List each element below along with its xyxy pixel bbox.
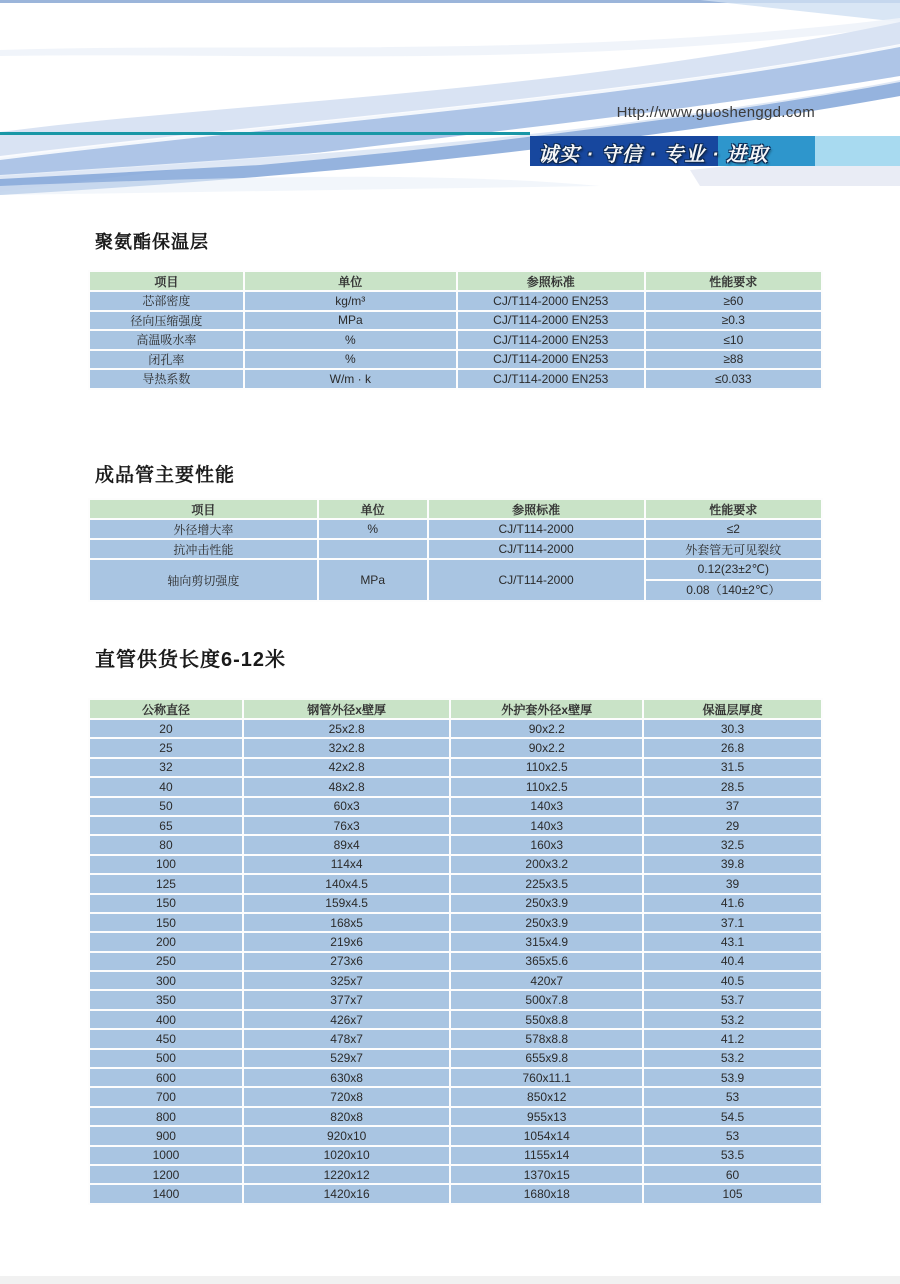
table-cell: CJ/T114-2000 EN253 xyxy=(457,350,645,370)
table-cell: ≤10 xyxy=(645,330,822,350)
table-cell: 140x4.5 xyxy=(243,874,450,893)
table-row xyxy=(89,369,822,389)
table-cell: CJ/T114-2000 EN253 xyxy=(457,330,645,350)
table-cell: 1054x14 xyxy=(450,1126,643,1145)
table-header-cell: 钢管外径x壁厚 xyxy=(243,699,450,719)
table-row xyxy=(89,835,822,854)
table-row xyxy=(89,913,822,932)
table-cell: 300 xyxy=(89,971,243,990)
table-cell: 89x4 xyxy=(243,835,450,854)
table-cell: 200 xyxy=(89,932,243,951)
table-cell: 325x7 xyxy=(243,971,450,990)
table-cell: 920x10 xyxy=(243,1126,450,1145)
table-cell: 820x8 xyxy=(243,1107,450,1126)
table-cell: 41.2 xyxy=(643,1029,822,1048)
slogan-text: 诚实 · 守信 · 专业 · 进取 xyxy=(538,144,769,166)
table-header-cell: 性能要求 xyxy=(645,271,822,291)
table-cell: 478x7 xyxy=(243,1029,450,1048)
table-cell: 850x12 xyxy=(450,1087,643,1106)
table-row xyxy=(89,777,822,796)
table-cell xyxy=(645,559,822,601)
table-cell: % xyxy=(318,519,428,539)
table-row xyxy=(89,738,822,757)
teal-divider-line xyxy=(0,132,530,135)
table-cell: 53.2 xyxy=(643,1049,822,1068)
table-cell: 630x8 xyxy=(243,1068,450,1087)
table-cell: MPa xyxy=(318,559,428,601)
table-cell: 1400 xyxy=(89,1184,243,1203)
table-cell: ≥0.3 xyxy=(645,311,822,331)
table-header-cell: 保温层厚度 xyxy=(643,699,822,719)
table-cell: ≤2 xyxy=(645,519,822,539)
table-row xyxy=(89,816,822,835)
table-row xyxy=(89,1087,822,1106)
table-row xyxy=(89,758,822,777)
table-cell: 42x2.8 xyxy=(243,758,450,777)
table-cell: 400 xyxy=(89,1010,243,1029)
table-row xyxy=(89,990,822,1009)
table-cell: 159x4.5 xyxy=(243,894,450,913)
section-title-pu-insulation: 聚氨酯保温层 xyxy=(95,232,209,252)
table-cell: 90x2.2 xyxy=(450,719,643,738)
table-row xyxy=(89,855,822,874)
table-cell: 53.2 xyxy=(643,1010,822,1029)
table-cell: 50 xyxy=(89,797,243,816)
table-row xyxy=(89,311,822,331)
table-row xyxy=(89,932,822,951)
straight-pipe-table xyxy=(88,698,823,1205)
table-cell: 800 xyxy=(89,1107,243,1126)
table-cell: 529x7 xyxy=(243,1049,450,1068)
table-cell: 65 xyxy=(89,816,243,835)
table-cell: 53 xyxy=(643,1087,822,1106)
table-cell: 110x2.5 xyxy=(450,777,643,796)
table-cell: 955x13 xyxy=(450,1107,643,1126)
table-cell: 高温吸水率 xyxy=(89,330,244,350)
table-cell: 1370x15 xyxy=(450,1165,643,1184)
table-cell: 600 xyxy=(89,1068,243,1087)
table-header-cell: 单位 xyxy=(244,271,457,291)
table-cell: ≤0.033 xyxy=(645,369,822,389)
table-cell: 导热系数 xyxy=(89,369,244,389)
table-cell: 100 xyxy=(89,855,243,874)
table-cell: 250x3.9 xyxy=(450,894,643,913)
table-row xyxy=(89,1010,822,1029)
table-cell: 外套管无可见裂纹 xyxy=(645,539,822,559)
table-cell: CJ/T114-2000 xyxy=(428,559,645,601)
table-row xyxy=(89,952,822,971)
table-cell: 900 xyxy=(89,1126,243,1145)
table-cell: 420x7 xyxy=(450,971,643,990)
table-cell: 1420x16 xyxy=(243,1184,450,1203)
table-cell: CJ/T114-2000 xyxy=(428,539,645,559)
table-row xyxy=(89,1146,822,1165)
table-cell: % xyxy=(244,350,457,370)
table-cell: 37.1 xyxy=(643,913,822,932)
table-cell: 1200 xyxy=(89,1165,243,1184)
table-cell: 655x9.8 xyxy=(450,1049,643,1068)
table-cell: kg/m³ xyxy=(244,291,457,311)
table-header-cell: 项目 xyxy=(89,499,318,519)
table-cell: CJ/T114-2000 EN253 xyxy=(457,369,645,389)
table-cell: 365x5.6 xyxy=(450,952,643,971)
table-cell: 20 xyxy=(89,719,243,738)
table-header-row xyxy=(89,499,822,519)
table-row xyxy=(89,519,822,539)
table-cell: 500x7.8 xyxy=(450,990,643,1009)
table-row xyxy=(89,1126,822,1145)
table-row xyxy=(89,797,822,816)
table-cell: 114x4 xyxy=(243,855,450,874)
table-row xyxy=(89,330,822,350)
table-row xyxy=(89,1068,822,1087)
table-cell: 31.5 xyxy=(643,758,822,777)
table-cell: 40.4 xyxy=(643,952,822,971)
table-cell: 80 xyxy=(89,835,243,854)
table-cell: 53 xyxy=(643,1126,822,1145)
table-cell: 1000 xyxy=(89,1146,243,1165)
table-header-cell: 外护套外径x壁厚 xyxy=(450,699,643,719)
table-row xyxy=(89,894,822,913)
table-cell: 450 xyxy=(89,1029,243,1048)
table-cell: 37 xyxy=(643,797,822,816)
table-subcell: 0.08（140±2℃） xyxy=(686,583,781,597)
table-cell: 25 xyxy=(89,738,243,757)
table-cell: 芯部密度 xyxy=(89,291,244,311)
table-cell: 53.7 xyxy=(643,990,822,1009)
table-cell: CJ/T114-2000 EN253 xyxy=(457,291,645,311)
table-cell: 168x5 xyxy=(243,913,450,932)
table-row xyxy=(89,1029,822,1048)
table-cell: 720x8 xyxy=(243,1087,450,1106)
site-url: Http://www.guoshenggd.com xyxy=(616,104,815,121)
table-header-cell: 参照标准 xyxy=(457,271,645,291)
table-cell: 90x2.2 xyxy=(450,738,643,757)
table-cell: 550x8.8 xyxy=(450,1010,643,1029)
table-cell: 32.5 xyxy=(643,835,822,854)
table-cell: ≥60 xyxy=(645,291,822,311)
table-header-cell: 参照标准 xyxy=(428,499,645,519)
table-cell: 25x2.8 xyxy=(243,719,450,738)
table-cell: 54.5 xyxy=(643,1107,822,1126)
table-cell: 110x2.5 xyxy=(450,758,643,777)
section-title-straight-pipe: 直管供货长度6-12米 xyxy=(95,649,287,671)
table-cell: 125 xyxy=(89,874,243,893)
table-cell: 抗冲击性能 xyxy=(89,539,318,559)
table-cell: 219x6 xyxy=(243,932,450,951)
table-cell: 53.9 xyxy=(643,1068,822,1087)
table-cell: 426x7 xyxy=(243,1010,450,1029)
table-cell: 273x6 xyxy=(243,952,450,971)
table-cell: 377x7 xyxy=(243,990,450,1009)
table-header-cell: 公称直径 xyxy=(89,699,243,719)
table-cell: 43.1 xyxy=(643,932,822,951)
table-row xyxy=(89,719,822,738)
table-cell: W/m · k xyxy=(244,369,457,389)
table-cell: 140x3 xyxy=(450,797,643,816)
pu-insulation-table xyxy=(88,270,823,390)
table-cell: 250 xyxy=(89,952,243,971)
table-cell: 700 xyxy=(89,1087,243,1106)
table-cell: CJ/T114-2000 EN253 xyxy=(457,311,645,331)
table-cell: 1220x12 xyxy=(243,1165,450,1184)
section-title-finished-pipe: 成品管主要性能 xyxy=(95,465,236,486)
table-row xyxy=(89,874,822,893)
table-cell: 32x2.8 xyxy=(243,738,450,757)
slogan-banner xyxy=(530,136,900,166)
table-cell: 40.5 xyxy=(643,971,822,990)
table-cell: 28.5 xyxy=(643,777,822,796)
table-cell: 60 xyxy=(643,1165,822,1184)
table-cell: 140x3 xyxy=(450,816,643,835)
table-cell: 150 xyxy=(89,913,243,932)
table-row xyxy=(89,1049,822,1068)
table-cell: % xyxy=(244,330,457,350)
table-cell: 1155x14 xyxy=(450,1146,643,1165)
page-header xyxy=(0,0,900,195)
table-cell: 26.8 xyxy=(643,738,822,757)
table-cell: 76x3 xyxy=(243,816,450,835)
table-cell: 外径增大率 xyxy=(89,519,318,539)
table-cell: 闭孔率 xyxy=(89,350,244,370)
table-cell: 1020x10 xyxy=(243,1146,450,1165)
table-cell: 60x3 xyxy=(243,797,450,816)
table-header-cell: 性能要求 xyxy=(645,499,822,519)
table-row xyxy=(89,291,822,311)
table-cell: 41.6 xyxy=(643,894,822,913)
table-cell: 40 xyxy=(89,777,243,796)
table-row xyxy=(89,1165,822,1184)
table-cell xyxy=(318,539,428,559)
table-cell: 39 xyxy=(643,874,822,893)
table-cell: 32 xyxy=(89,758,243,777)
table-cell: CJ/T114-2000 xyxy=(428,519,645,539)
table-cell: 760x11.1 xyxy=(450,1068,643,1087)
table-row xyxy=(89,971,822,990)
table-header-row xyxy=(89,699,822,719)
table-row xyxy=(89,1184,822,1203)
table-row xyxy=(89,350,822,370)
table-cell: 53.5 xyxy=(643,1146,822,1165)
table-cell: 250x3.9 xyxy=(450,913,643,932)
table-row xyxy=(89,559,822,601)
table-cell: 500 xyxy=(89,1049,243,1068)
table-cell: 200x3.2 xyxy=(450,855,643,874)
table-row xyxy=(89,539,822,559)
table-cell: 29 xyxy=(643,816,822,835)
table-cell: 轴向剪切强度 xyxy=(89,559,318,601)
table-cell: 578x8.8 xyxy=(450,1029,643,1048)
table-cell: 39.8 xyxy=(643,855,822,874)
table-cell: ≥88 xyxy=(645,350,822,370)
table-cell: 160x3 xyxy=(450,835,643,854)
finished-pipe-table xyxy=(88,498,823,602)
table-cell: 30.3 xyxy=(643,719,822,738)
table-cell: 350 xyxy=(89,990,243,1009)
table-header-cell: 单位 xyxy=(318,499,428,519)
table-row xyxy=(89,1107,822,1126)
table-subcell: 0.12(23±2℃) xyxy=(646,560,821,581)
table-cell: 1680x18 xyxy=(450,1184,643,1203)
table-cell: 225x3.5 xyxy=(450,874,643,893)
table-cell: 径向压缩强度 xyxy=(89,311,244,331)
table-header-cell: 项目 xyxy=(89,271,244,291)
table-cell: 315x4.9 xyxy=(450,932,643,951)
table-cell: MPa xyxy=(244,311,457,331)
table-cell: 105 xyxy=(643,1184,822,1203)
page-bottom-strip xyxy=(0,1276,900,1284)
table-cell: 150 xyxy=(89,894,243,913)
table-header-row xyxy=(89,271,822,291)
table-cell: 48x2.8 xyxy=(243,777,450,796)
